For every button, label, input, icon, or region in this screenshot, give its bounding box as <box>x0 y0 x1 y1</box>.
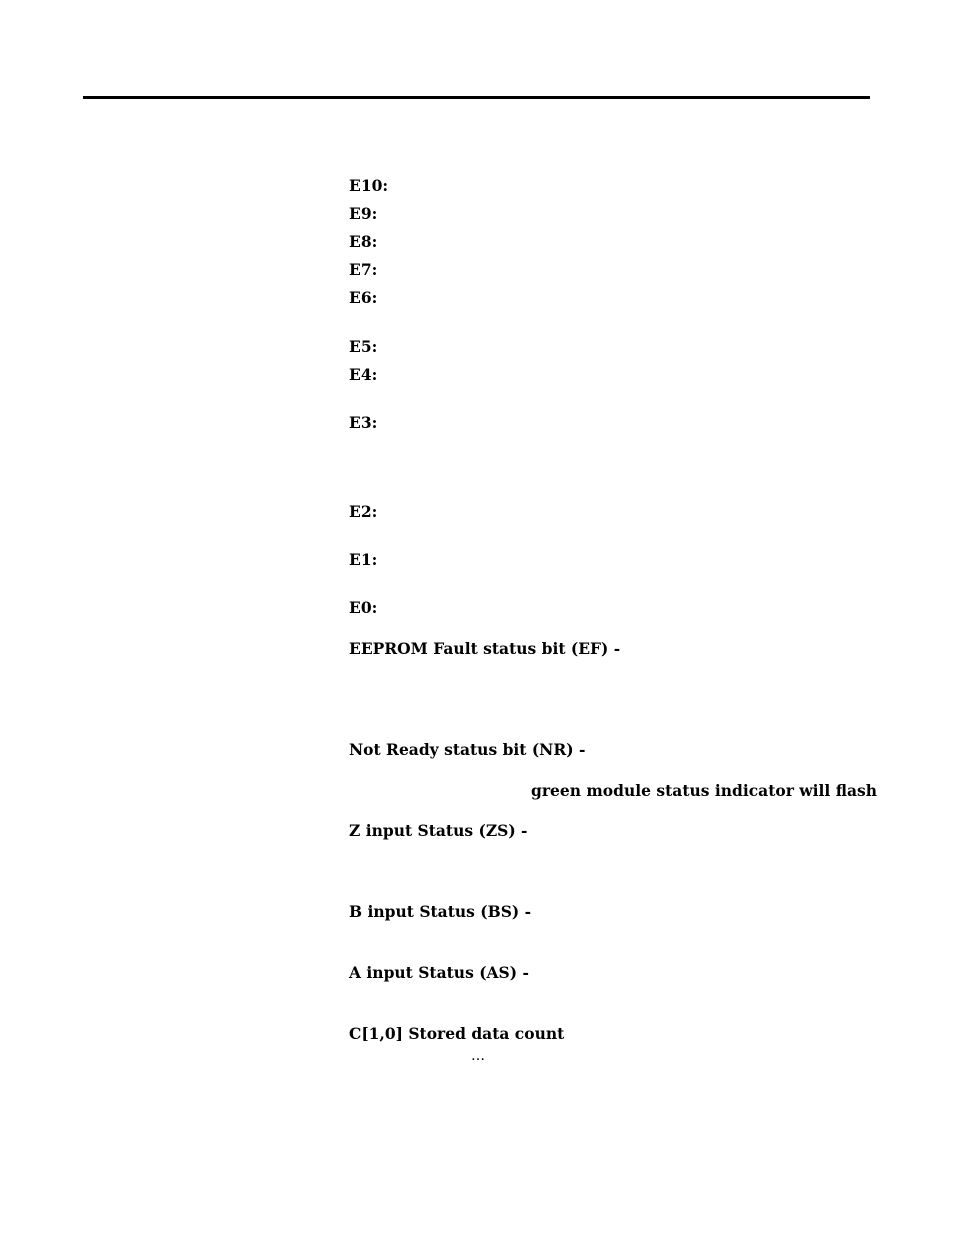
term-not-ready: Not Ready status bit (NR) - <box>349 740 586 759</box>
green-indicator-note: green module status indicator will flash <box>531 781 878 800</box>
term-e1: E1: <box>349 550 378 569</box>
term-e3: E3: <box>349 413 378 432</box>
term-z-input-status: Z input Status (ZS) - <box>349 821 528 840</box>
ellipsis-mark: … <box>471 1048 485 1064</box>
term-e9: E9: <box>349 204 378 223</box>
term-e5: E5: <box>349 337 378 356</box>
term-e7: E7: <box>349 260 378 279</box>
header-rule <box>83 96 870 99</box>
term-b-input-status: B input Status (BS) - <box>349 902 532 921</box>
term-e4: E4: <box>349 365 378 384</box>
term-a-input-status: A input Status (AS) - <box>349 963 529 982</box>
term-eeprom-fault: EEPROM Fault status bit (EF) - <box>349 639 621 658</box>
term-e0: E0: <box>349 598 378 617</box>
term-e6: E6: <box>349 288 378 307</box>
term-e8: E8: <box>349 232 378 251</box>
term-e2: E2: <box>349 502 378 521</box>
term-stored-data-count: C[1,0] Stored data count <box>349 1024 565 1043</box>
term-e10: E10: <box>349 176 389 195</box>
